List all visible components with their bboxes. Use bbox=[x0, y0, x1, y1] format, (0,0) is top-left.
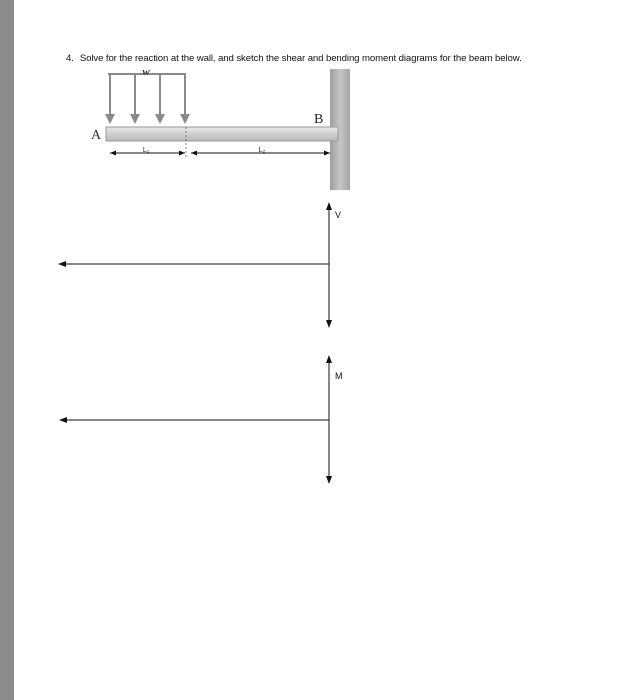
shear-axis-label: V bbox=[335, 210, 342, 220]
problem-number: 4. bbox=[66, 53, 74, 64]
span2-label: L₂ bbox=[258, 147, 266, 154]
beam bbox=[106, 127, 338, 141]
label-a: A bbox=[91, 128, 102, 143]
moment-axis-label: M bbox=[335, 371, 343, 381]
moment-axes bbox=[59, 355, 332, 484]
label-b: B bbox=[314, 112, 324, 127]
shear-axes bbox=[58, 202, 332, 328]
problem-text: Solve for the reaction at the wall, and sketch the shear and bending moment diagrams for the beam below. bbox=[79, 53, 522, 64]
span1-label: L₁ bbox=[142, 147, 150, 154]
distributed-load bbox=[105, 74, 190, 124]
load-label: w bbox=[142, 66, 150, 78]
